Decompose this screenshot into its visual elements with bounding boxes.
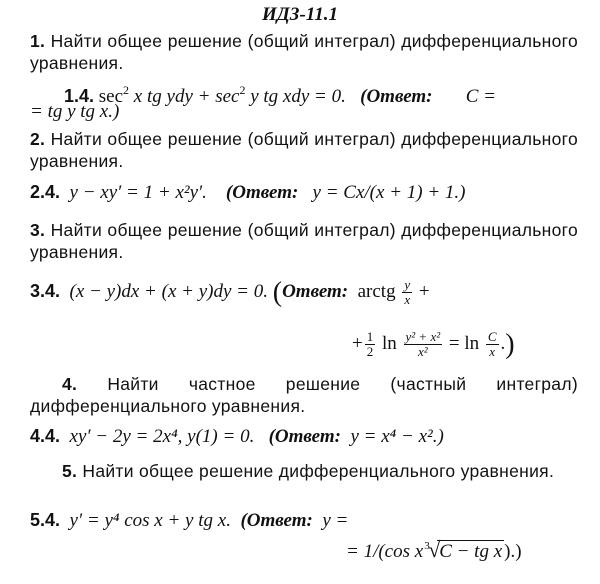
equation-4-4-text: xy′ − 2y = 2x⁴, y(1) = 0. — [69, 426, 255, 447]
answer-5-4-line1: y = — [322, 510, 349, 531]
answer-1-4-line2 — [30, 100, 119, 124]
answer-3-4-fraction-c-x — [486, 330, 499, 359]
equation-1-4-label: 1.4. — [64, 86, 95, 106]
answer-1-4-word: (Ответ: — [360, 86, 433, 107]
answer-1-4-text: = tg y tg x.) — [30, 101, 120, 122]
half-num: 1 — [366, 329, 374, 344]
answer-4-4-text: y = x⁴ − x².) — [350, 426, 444, 447]
frac-c: C — [487, 329, 497, 344]
answer-5-4-prefix: = 1/(cos x — [346, 541, 424, 562]
equation-5-4-label: 5.4. — [30, 510, 61, 530]
equation-3-4-label: 3.4. — [30, 280, 61, 301]
answer-5-4-line2 — [346, 537, 522, 564]
answer-3-4-eq-ln: = ln — [448, 332, 480, 354]
answer-1-4-line1: C = — [465, 86, 496, 107]
frac-y: y — [404, 277, 411, 292]
document-title: ИДЗ-11.1 — [262, 4, 338, 25]
task-1-statement — [30, 30, 578, 74]
equation-1-4: 1.4. $\sec^2 x$ tg ydy + $\sec^2 y$ tg xdy = 0. (Ответ: C = — [64, 83, 496, 107]
task-2-statement — [30, 128, 578, 172]
radical-sign-icon: √ — [428, 537, 441, 562]
answer-3-4-word: Ответ: — [282, 280, 349, 302]
cube-root — [423, 537, 504, 564]
frac-x-2: x — [489, 344, 496, 359]
eq-1-4-part-c: y tg xdy = 0. — [250, 86, 346, 107]
task-5-text: Найти общее решение дифференциального уравнения. — [82, 461, 555, 481]
task-3-number: 3. — [30, 220, 46, 240]
task-1-number: 1. — [30, 31, 46, 51]
equation-4-4 — [30, 424, 444, 449]
answer-3-4-fraction-y2x2 — [404, 330, 443, 359]
answer-5-4-end: ).) — [504, 541, 522, 562]
task-3-statement — [30, 219, 578, 263]
answer-3-4-line2: + $\frac{1}{2}$ ln $\frac{\text{y² + x²}}{\text{x²}}$ = ln $\frac{C}{x}$ .) — [352, 328, 515, 360]
task-2-text: Найти общее решение (общий интеграл) дифференциального уравнения. — [30, 129, 578, 171]
task-3-text: Найти общее решение (общий интеграл) дифференциального уравнения. — [30, 220, 578, 262]
equation-3-4: 3.4. (x − y)dx + (x + y)dy = 0. (Ответ: arctg $\frac{y}{x}$ + — [30, 276, 430, 308]
answer-3-4-half — [365, 330, 376, 359]
answer-3-4-ln: ln — [381, 332, 397, 354]
frac-y2-plus-x2: y² + x² — [405, 329, 441, 344]
cube-root-body: C − tg x — [439, 541, 503, 562]
equation-2-4 — [30, 180, 466, 205]
equation-4-4-label: 4.4. — [30, 426, 61, 446]
equation-2-4-label: 2.4. — [30, 182, 61, 202]
answer-2-4-text: y = Cx/(x + 1) + 1.) — [312, 182, 466, 203]
equation-5-4 — [30, 508, 348, 533]
eq-1-4-part-a: sec — [98, 86, 124, 107]
answer-4-4-word: (Ответ: — [268, 426, 341, 447]
answer-3-4-fraction-y-x — [402, 278, 412, 307]
task-1-text: Найти общее решение (общий интеграл) дифференциального уравнения. — [30, 31, 578, 73]
equation-2-4-text: y − xy′ = 1 + x²y′. — [69, 182, 207, 203]
task-2-number: 2. — [30, 129, 46, 149]
task-4-number: 4. — [62, 374, 78, 394]
answer-3-4-arctg: arctg — [357, 280, 396, 302]
half-den: 2 — [366, 344, 374, 359]
eq-1-4-part-b: x tg ydy + sec — [133, 86, 240, 107]
task-4-text: Найти частное решение (частный интеграл) дифференциального уравнения. — [30, 374, 578, 416]
task-5-number: 5. — [62, 461, 78, 481]
answer-5-4-word: (Ответ: — [240, 510, 313, 531]
task-4-statement — [30, 373, 578, 417]
frac-x: x — [404, 292, 411, 307]
answer-2-4-word: (Ответ: — [225, 182, 299, 203]
equation-3-4-text: (x − y)dx + (x + y)dy = 0. — [69, 280, 268, 302]
frac-x2: x² — [417, 344, 428, 359]
equation-5-4-text: y′ = y⁴ cos x + y tg x. — [69, 510, 231, 531]
cube-root-index: 3 — [424, 540, 430, 552]
task-5-statement — [30, 460, 578, 482]
